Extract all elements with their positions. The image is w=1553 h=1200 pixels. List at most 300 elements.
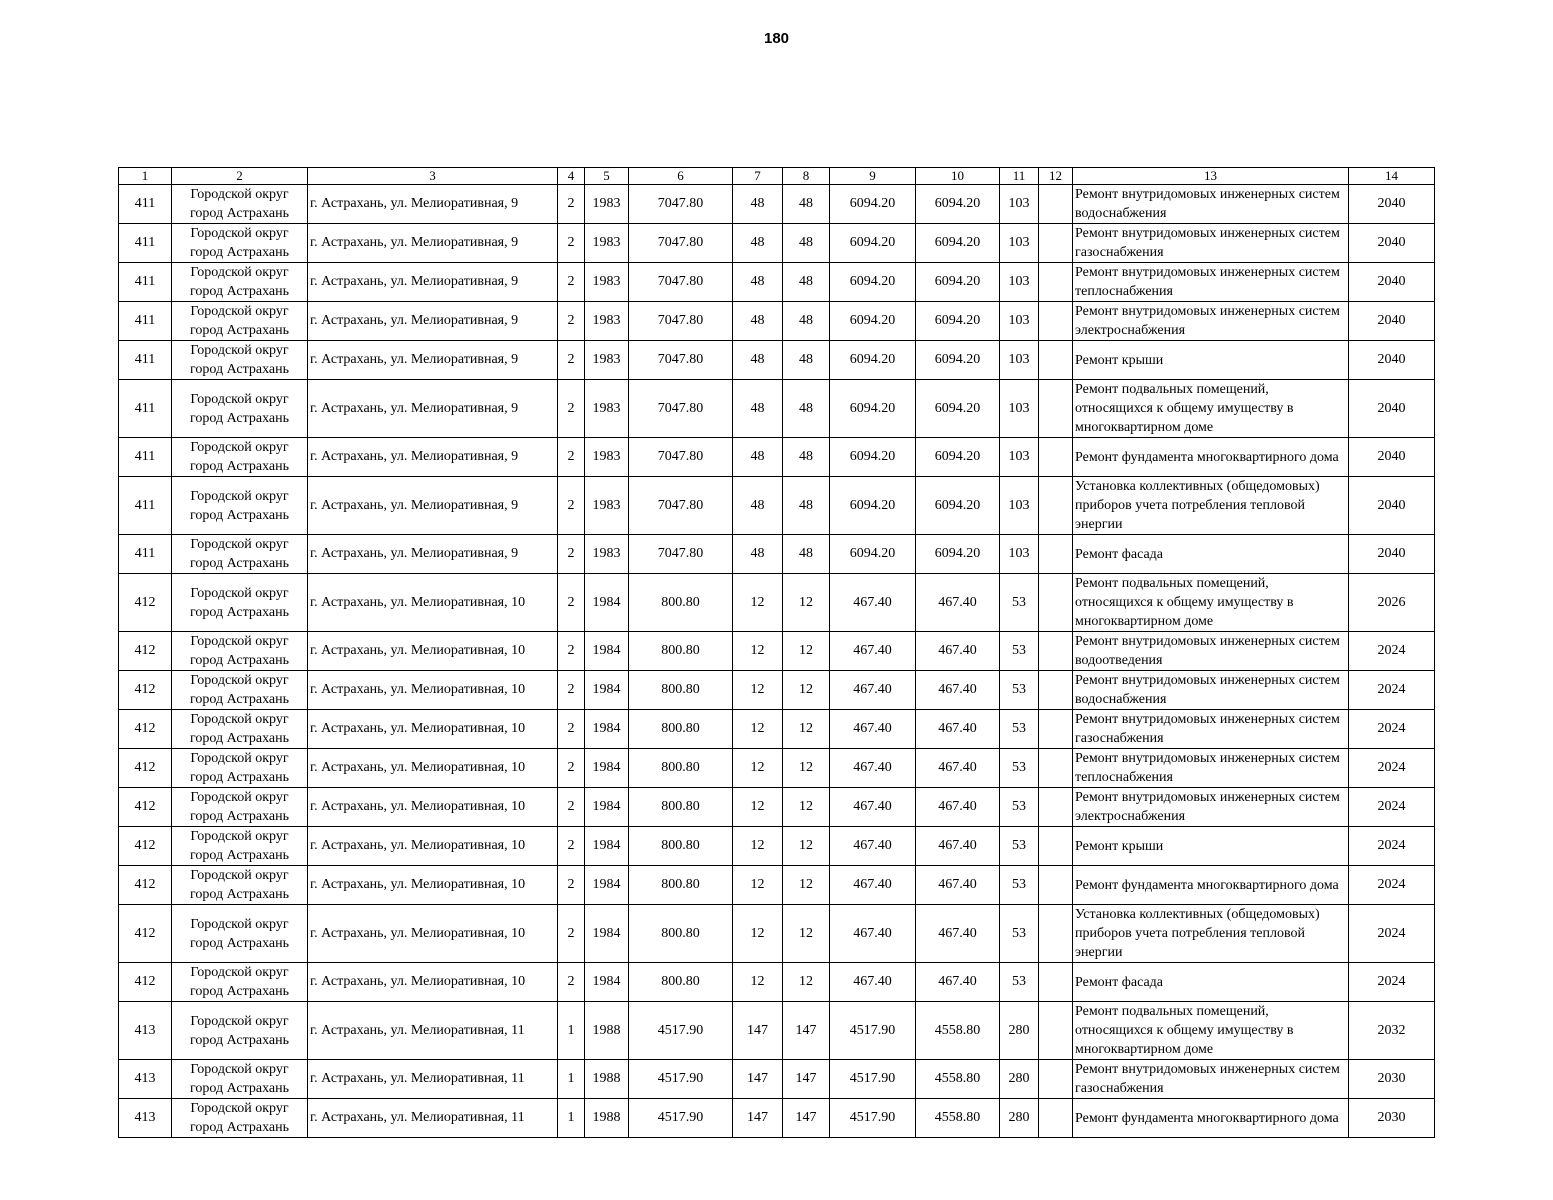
col8-cell: 147 bbox=[783, 1099, 830, 1138]
planned-year-cell: 2024 bbox=[1349, 905, 1435, 963]
col8-cell: 48 bbox=[783, 302, 830, 341]
year-cell: 1983 bbox=[585, 341, 629, 380]
col10-area-cell: 6094.20 bbox=[916, 341, 1000, 380]
col11-cell: 53 bbox=[1000, 963, 1039, 1002]
col9-area-cell: 467.40 bbox=[830, 827, 916, 866]
year-cell: 1984 bbox=[585, 710, 629, 749]
col7-cell: 48 bbox=[733, 224, 783, 263]
col7-cell: 147 bbox=[733, 1002, 783, 1060]
col12-cell bbox=[1039, 905, 1073, 963]
col12-cell bbox=[1039, 380, 1073, 438]
col8-cell: 12 bbox=[783, 827, 830, 866]
total-area-cell: 800.80 bbox=[629, 866, 733, 905]
total-area-cell: 800.80 bbox=[629, 827, 733, 866]
column-header-11: 11 bbox=[1000, 168, 1039, 185]
address-cell: г. Астрахань, ул. Мелиоративная, 9 bbox=[308, 185, 558, 224]
col9-area-cell: 6094.20 bbox=[830, 185, 916, 224]
year-cell: 1988 bbox=[585, 1060, 629, 1099]
col9-area-cell: 6094.20 bbox=[830, 438, 916, 477]
table-row bbox=[119, 827, 1435, 866]
col8-cell: 147 bbox=[783, 1060, 830, 1099]
address-cell: г. Астрахань, ул. Мелиоративная, 10 bbox=[308, 963, 558, 1002]
capital-repair-table bbox=[118, 167, 1435, 1138]
municipality-cell: Городской округ город Астрахань bbox=[172, 866, 308, 905]
col8-cell: 48 bbox=[783, 477, 830, 535]
col9-area-cell: 6094.20 bbox=[830, 341, 916, 380]
total-area-cell: 4517.90 bbox=[629, 1099, 733, 1138]
col8-cell: 12 bbox=[783, 963, 830, 1002]
address-cell: г. Астрахань, ул. Мелиоративная, 11 bbox=[308, 1060, 558, 1099]
work-type-cell: Ремонт внутридомовых инженерных систем газоснабжения bbox=[1073, 710, 1349, 749]
col4-cell: 2 bbox=[558, 671, 585, 710]
total-area-cell: 7047.80 bbox=[629, 477, 733, 535]
municipality-cell: Городской округ город Астрахань bbox=[172, 632, 308, 671]
planned-year-cell: 2040 bbox=[1349, 263, 1435, 302]
table-row bbox=[119, 1060, 1435, 1099]
column-header-7: 7 bbox=[733, 168, 783, 185]
col9-area-cell: 467.40 bbox=[830, 749, 916, 788]
col12-cell bbox=[1039, 671, 1073, 710]
work-type-cell: Ремонт внутридомовых инженерных систем газоснабжения bbox=[1073, 224, 1349, 263]
col4-cell: 1 bbox=[558, 1060, 585, 1099]
col12-cell bbox=[1039, 749, 1073, 788]
col10-area-cell: 6094.20 bbox=[916, 302, 1000, 341]
row-number: 411 bbox=[119, 380, 172, 438]
address-cell: г. Астрахань, ул. Мелиоративная, 11 bbox=[308, 1099, 558, 1138]
work-type-cell: Ремонт внутридомовых инженерных систем газоснабжения bbox=[1073, 1060, 1349, 1099]
col11-cell: 53 bbox=[1000, 710, 1039, 749]
col8-cell: 12 bbox=[783, 866, 830, 905]
work-type-cell: Ремонт внутридомовых инженерных систем электроснабжения bbox=[1073, 788, 1349, 827]
row-number: 412 bbox=[119, 963, 172, 1002]
year-cell: 1983 bbox=[585, 224, 629, 263]
col12-cell bbox=[1039, 574, 1073, 632]
planned-year-cell: 2040 bbox=[1349, 341, 1435, 380]
col9-area-cell: 4517.90 bbox=[830, 1099, 916, 1138]
col10-area-cell: 6094.20 bbox=[916, 438, 1000, 477]
col12-cell bbox=[1039, 866, 1073, 905]
address-cell: г. Астрахань, ул. Мелиоративная, 10 bbox=[308, 788, 558, 827]
planned-year-cell: 2024 bbox=[1349, 963, 1435, 1002]
col10-area-cell: 6094.20 bbox=[916, 380, 1000, 438]
column-header-3: 3 bbox=[308, 168, 558, 185]
planned-year-cell: 2024 bbox=[1349, 749, 1435, 788]
col4-cell: 2 bbox=[558, 827, 585, 866]
col8-cell: 48 bbox=[783, 535, 830, 574]
municipality-cell: Городской округ город Астрахань bbox=[172, 380, 308, 438]
col10-area-cell: 467.40 bbox=[916, 574, 1000, 632]
table-row bbox=[119, 1002, 1435, 1060]
work-type-cell: Ремонт фасада bbox=[1073, 963, 1349, 1002]
year-cell: 1983 bbox=[585, 302, 629, 341]
municipality-cell: Городской округ город Астрахань bbox=[172, 1060, 308, 1099]
total-area-cell: 7047.80 bbox=[629, 341, 733, 380]
table-body bbox=[119, 185, 1435, 1138]
col12-cell bbox=[1039, 1002, 1073, 1060]
row-number: 412 bbox=[119, 827, 172, 866]
col8-cell: 12 bbox=[783, 788, 830, 827]
col7-cell: 12 bbox=[733, 866, 783, 905]
col4-cell: 2 bbox=[558, 185, 585, 224]
col7-cell: 12 bbox=[733, 905, 783, 963]
col12-cell bbox=[1039, 302, 1073, 341]
row-number: 412 bbox=[119, 671, 172, 710]
planned-year-cell: 2024 bbox=[1349, 671, 1435, 710]
year-cell: 1984 bbox=[585, 788, 629, 827]
col7-cell: 12 bbox=[733, 749, 783, 788]
col9-area-cell: 6094.20 bbox=[830, 380, 916, 438]
year-cell: 1983 bbox=[585, 438, 629, 477]
address-cell: г. Астрахань, ул. Мелиоративная, 9 bbox=[308, 535, 558, 574]
total-area-cell: 7047.80 bbox=[629, 535, 733, 574]
column-header-14: 14 bbox=[1349, 168, 1435, 185]
municipality-cell: Городской округ город Астрахань bbox=[172, 438, 308, 477]
col4-cell: 2 bbox=[558, 302, 585, 341]
col10-area-cell: 6094.20 bbox=[916, 185, 1000, 224]
year-cell: 1984 bbox=[585, 905, 629, 963]
col7-cell: 12 bbox=[733, 671, 783, 710]
year-cell: 1983 bbox=[585, 185, 629, 224]
col11-cell: 280 bbox=[1000, 1099, 1039, 1138]
row-number: 411 bbox=[119, 185, 172, 224]
year-cell: 1983 bbox=[585, 535, 629, 574]
planned-year-cell: 2024 bbox=[1349, 788, 1435, 827]
planned-year-cell: 2040 bbox=[1349, 477, 1435, 535]
row-number: 411 bbox=[119, 341, 172, 380]
work-type-cell: Ремонт фасада bbox=[1073, 535, 1349, 574]
col8-cell: 48 bbox=[783, 263, 830, 302]
total-area-cell: 4517.90 bbox=[629, 1060, 733, 1099]
work-type-cell: Ремонт подвальных помещений, относящихся к общему имуществу в многоквартирном доме bbox=[1073, 380, 1349, 438]
planned-year-cell: 2040 bbox=[1349, 224, 1435, 263]
municipality-cell: Городской округ город Астрахань bbox=[172, 749, 308, 788]
municipality-cell: Городской округ город Астрахань bbox=[172, 263, 308, 302]
municipality-cell: Городской округ город Астрахань bbox=[172, 535, 308, 574]
table-row bbox=[119, 710, 1435, 749]
municipality-cell: Городской округ город Астрахань bbox=[172, 224, 308, 263]
work-type-cell: Ремонт подвальных помещений, относящихся к общему имуществу в многоквартирном доме bbox=[1073, 1002, 1349, 1060]
col10-area-cell: 6094.20 bbox=[916, 477, 1000, 535]
row-number: 411 bbox=[119, 263, 172, 302]
work-type-cell: Ремонт внутридомовых инженерных систем водоотведения bbox=[1073, 632, 1349, 671]
planned-year-cell: 2026 bbox=[1349, 574, 1435, 632]
work-type-cell: Ремонт фундамента многоквартирного дома bbox=[1073, 438, 1349, 477]
year-cell: 1984 bbox=[585, 827, 629, 866]
address-cell: г. Астрахань, ул. Мелиоративная, 10 bbox=[308, 671, 558, 710]
col9-area-cell: 6094.20 bbox=[830, 302, 916, 341]
col10-area-cell: 467.40 bbox=[916, 866, 1000, 905]
column-header-9: 9 bbox=[830, 168, 916, 185]
total-area-cell: 800.80 bbox=[629, 632, 733, 671]
year-cell: 1983 bbox=[585, 380, 629, 438]
col9-area-cell: 6094.20 bbox=[830, 263, 916, 302]
row-number: 411 bbox=[119, 224, 172, 263]
col10-area-cell: 6094.20 bbox=[916, 224, 1000, 263]
col8-cell: 12 bbox=[783, 749, 830, 788]
table-row bbox=[119, 341, 1435, 380]
municipality-cell: Городской округ город Астрахань bbox=[172, 905, 308, 963]
col8-cell: 12 bbox=[783, 710, 830, 749]
municipality-cell: Городской округ город Астрахань bbox=[172, 477, 308, 535]
year-cell: 1988 bbox=[585, 1099, 629, 1138]
row-number: 412 bbox=[119, 574, 172, 632]
col12-cell bbox=[1039, 963, 1073, 1002]
planned-year-cell: 2040 bbox=[1349, 380, 1435, 438]
col12-cell bbox=[1039, 438, 1073, 477]
planned-year-cell: 2030 bbox=[1349, 1060, 1435, 1099]
col12-cell bbox=[1039, 535, 1073, 574]
total-area-cell: 800.80 bbox=[629, 905, 733, 963]
municipality-cell: Городской округ город Астрахань bbox=[172, 185, 308, 224]
col10-area-cell: 4558.80 bbox=[916, 1060, 1000, 1099]
col9-area-cell: 467.40 bbox=[830, 574, 916, 632]
row-number: 411 bbox=[119, 477, 172, 535]
planned-year-cell: 2032 bbox=[1349, 1002, 1435, 1060]
col11-cell: 103 bbox=[1000, 341, 1039, 380]
column-header-13: 13 bbox=[1073, 168, 1349, 185]
year-cell: 1984 bbox=[585, 749, 629, 788]
column-header-6: 6 bbox=[629, 168, 733, 185]
col7-cell: 147 bbox=[733, 1060, 783, 1099]
table-row bbox=[119, 1099, 1435, 1138]
col12-cell bbox=[1039, 827, 1073, 866]
col4-cell: 2 bbox=[558, 632, 585, 671]
col11-cell: 53 bbox=[1000, 671, 1039, 710]
year-cell: 1984 bbox=[585, 963, 629, 1002]
row-number: 412 bbox=[119, 710, 172, 749]
address-cell: г. Астрахань, ул. Мелиоративная, 9 bbox=[308, 224, 558, 263]
column-header-8: 8 bbox=[783, 168, 830, 185]
col10-area-cell: 4558.80 bbox=[916, 1002, 1000, 1060]
col7-cell: 48 bbox=[733, 302, 783, 341]
col12-cell bbox=[1039, 1060, 1073, 1099]
col9-area-cell: 6094.20 bbox=[830, 535, 916, 574]
table-row bbox=[119, 263, 1435, 302]
column-header-2: 2 bbox=[172, 168, 308, 185]
col12-cell bbox=[1039, 710, 1073, 749]
column-header-12: 12 bbox=[1039, 168, 1073, 185]
col11-cell: 53 bbox=[1000, 788, 1039, 827]
table-row bbox=[119, 224, 1435, 263]
col10-area-cell: 4558.80 bbox=[916, 1099, 1000, 1138]
address-cell: г. Астрахань, ул. Мелиоративная, 9 bbox=[308, 263, 558, 302]
planned-year-cell: 2024 bbox=[1349, 710, 1435, 749]
row-number: 413 bbox=[119, 1060, 172, 1099]
year-cell: 1983 bbox=[585, 263, 629, 302]
col10-area-cell: 467.40 bbox=[916, 827, 1000, 866]
address-cell: г. Астрахань, ул. Мелиоративная, 9 bbox=[308, 341, 558, 380]
col8-cell: 48 bbox=[783, 438, 830, 477]
municipality-cell: Городской округ город Астрахань bbox=[172, 341, 308, 380]
table-row bbox=[119, 185, 1435, 224]
col12-cell bbox=[1039, 341, 1073, 380]
planned-year-cell: 2030 bbox=[1349, 1099, 1435, 1138]
col9-area-cell: 467.40 bbox=[830, 632, 916, 671]
total-area-cell: 7047.80 bbox=[629, 380, 733, 438]
col9-area-cell: 467.40 bbox=[830, 905, 916, 963]
col4-cell: 1 bbox=[558, 1099, 585, 1138]
col4-cell: 2 bbox=[558, 224, 585, 263]
total-area-cell: 800.80 bbox=[629, 749, 733, 788]
column-header-10: 10 bbox=[916, 168, 1000, 185]
total-area-cell: 7047.80 bbox=[629, 185, 733, 224]
year-cell: 1984 bbox=[585, 866, 629, 905]
total-area-cell: 800.80 bbox=[629, 671, 733, 710]
col11-cell: 103 bbox=[1000, 380, 1039, 438]
col11-cell: 53 bbox=[1000, 905, 1039, 963]
col11-cell: 53 bbox=[1000, 632, 1039, 671]
col8-cell: 48 bbox=[783, 185, 830, 224]
total-area-cell: 800.80 bbox=[629, 788, 733, 827]
col8-cell: 12 bbox=[783, 671, 830, 710]
work-type-cell: Ремонт фундамента многоквартирного дома bbox=[1073, 1099, 1349, 1138]
col11-cell: 103 bbox=[1000, 535, 1039, 574]
col7-cell: 48 bbox=[733, 185, 783, 224]
col11-cell: 53 bbox=[1000, 749, 1039, 788]
row-number: 413 bbox=[119, 1099, 172, 1138]
col12-cell bbox=[1039, 185, 1073, 224]
work-type-cell: Установка коллективных (общедомовых) приборов учета потребления тепловой энергии bbox=[1073, 477, 1349, 535]
col9-area-cell: 467.40 bbox=[830, 710, 916, 749]
col12-cell bbox=[1039, 477, 1073, 535]
column-number-row bbox=[119, 168, 1435, 185]
col4-cell: 2 bbox=[558, 263, 585, 302]
row-number: 413 bbox=[119, 1002, 172, 1060]
col9-area-cell: 6094.20 bbox=[830, 224, 916, 263]
work-type-cell: Ремонт крыши bbox=[1073, 827, 1349, 866]
col4-cell: 2 bbox=[558, 574, 585, 632]
col10-area-cell: 467.40 bbox=[916, 671, 1000, 710]
col8-cell: 48 bbox=[783, 224, 830, 263]
address-cell: г. Астрахань, ул. Мелиоративная, 10 bbox=[308, 710, 558, 749]
col4-cell: 2 bbox=[558, 905, 585, 963]
table-row bbox=[119, 535, 1435, 574]
col11-cell: 103 bbox=[1000, 224, 1039, 263]
row-number: 412 bbox=[119, 788, 172, 827]
col12-cell bbox=[1039, 1099, 1073, 1138]
table-row bbox=[119, 574, 1435, 632]
col11-cell: 53 bbox=[1000, 827, 1039, 866]
table-row bbox=[119, 788, 1435, 827]
col11-cell: 53 bbox=[1000, 574, 1039, 632]
col4-cell: 2 bbox=[558, 438, 585, 477]
col9-area-cell: 4517.90 bbox=[830, 1002, 916, 1060]
col4-cell: 2 bbox=[558, 963, 585, 1002]
col4-cell: 2 bbox=[558, 341, 585, 380]
col7-cell: 147 bbox=[733, 1099, 783, 1138]
col7-cell: 48 bbox=[733, 438, 783, 477]
address-cell: г. Астрахань, ул. Мелиоративная, 10 bbox=[308, 905, 558, 963]
col12-cell bbox=[1039, 788, 1073, 827]
municipality-cell: Городской округ город Астрахань bbox=[172, 574, 308, 632]
row-number: 412 bbox=[119, 749, 172, 788]
municipality-cell: Городской округ город Астрахань bbox=[172, 827, 308, 866]
col10-area-cell: 467.40 bbox=[916, 749, 1000, 788]
municipality-cell: Городской округ город Астрахань bbox=[172, 710, 308, 749]
col11-cell: 103 bbox=[1000, 438, 1039, 477]
planned-year-cell: 2024 bbox=[1349, 632, 1435, 671]
year-cell: 1983 bbox=[585, 477, 629, 535]
address-cell: г. Астрахань, ул. Мелиоративная, 10 bbox=[308, 574, 558, 632]
col11-cell: 280 bbox=[1000, 1002, 1039, 1060]
planned-year-cell: 2040 bbox=[1349, 302, 1435, 341]
address-cell: г. Астрахань, ул. Мелиоративная, 10 bbox=[308, 749, 558, 788]
col7-cell: 48 bbox=[733, 477, 783, 535]
col9-area-cell: 467.40 bbox=[830, 671, 916, 710]
table-row bbox=[119, 866, 1435, 905]
table-row bbox=[119, 632, 1435, 671]
col10-area-cell: 467.40 bbox=[916, 963, 1000, 1002]
col4-cell: 2 bbox=[558, 788, 585, 827]
address-cell: г. Астрахань, ул. Мелиоративная, 9 bbox=[308, 438, 558, 477]
col10-area-cell: 6094.20 bbox=[916, 263, 1000, 302]
work-type-cell: Ремонт внутридомовых инженерных систем водоснабжения bbox=[1073, 671, 1349, 710]
total-area-cell: 4517.90 bbox=[629, 1002, 733, 1060]
work-type-cell: Установка коллективных (общедомовых) приборов учета потребления тепловой энергии bbox=[1073, 905, 1349, 963]
col9-area-cell: 4517.90 bbox=[830, 1060, 916, 1099]
col9-area-cell: 6094.20 bbox=[830, 477, 916, 535]
col4-cell: 1 bbox=[558, 1002, 585, 1060]
col7-cell: 12 bbox=[733, 710, 783, 749]
col9-area-cell: 467.40 bbox=[830, 866, 916, 905]
work-type-cell: Ремонт подвальных помещений, относящихся к общему имуществу в многоквартирном доме bbox=[1073, 574, 1349, 632]
col7-cell: 48 bbox=[733, 263, 783, 302]
col10-area-cell: 467.40 bbox=[916, 905, 1000, 963]
col10-area-cell: 467.40 bbox=[916, 788, 1000, 827]
table-row bbox=[119, 749, 1435, 788]
col8-cell: 48 bbox=[783, 341, 830, 380]
table-row bbox=[119, 477, 1435, 535]
municipality-cell: Городской округ город Астрахань bbox=[172, 302, 308, 341]
page-number: 180 bbox=[763, 30, 790, 47]
col7-cell: 12 bbox=[733, 963, 783, 1002]
work-type-cell: Ремонт фундамента многоквартирного дома bbox=[1073, 866, 1349, 905]
col11-cell: 280 bbox=[1000, 1060, 1039, 1099]
address-cell: г. Астрахань, ул. Мелиоративная, 9 bbox=[308, 302, 558, 341]
total-area-cell: 800.80 bbox=[629, 710, 733, 749]
col7-cell: 48 bbox=[733, 380, 783, 438]
col12-cell bbox=[1039, 224, 1073, 263]
col11-cell: 53 bbox=[1000, 866, 1039, 905]
col10-area-cell: 467.40 bbox=[916, 632, 1000, 671]
col4-cell: 2 bbox=[558, 749, 585, 788]
address-cell: г. Астрахань, ул. Мелиоративная, 11 bbox=[308, 1002, 558, 1060]
total-area-cell: 7047.80 bbox=[629, 438, 733, 477]
municipality-cell: Городской округ город Астрахань bbox=[172, 1099, 308, 1138]
planned-year-cell: 2024 bbox=[1349, 866, 1435, 905]
municipality-cell: Городской округ город Астрахань bbox=[172, 1002, 308, 1060]
column-header-5: 5 bbox=[585, 168, 629, 185]
planned-year-cell: 2040 bbox=[1349, 535, 1435, 574]
municipality-cell: Городской округ город Астрахань bbox=[172, 671, 308, 710]
row-number: 411 bbox=[119, 535, 172, 574]
table-row bbox=[119, 438, 1435, 477]
col4-cell: 2 bbox=[558, 380, 585, 438]
municipality-cell: Городской округ город Астрахань bbox=[172, 963, 308, 1002]
year-cell: 1984 bbox=[585, 671, 629, 710]
row-number: 411 bbox=[119, 302, 172, 341]
table-row bbox=[119, 905, 1435, 963]
col10-area-cell: 6094.20 bbox=[916, 535, 1000, 574]
col4-cell: 2 bbox=[558, 710, 585, 749]
col11-cell: 103 bbox=[1000, 185, 1039, 224]
col11-cell: 103 bbox=[1000, 302, 1039, 341]
column-header-4: 4 bbox=[558, 168, 585, 185]
col7-cell: 48 bbox=[733, 535, 783, 574]
address-cell: г. Астрахань, ул. Мелиоративная, 10 bbox=[308, 866, 558, 905]
table-row bbox=[119, 963, 1435, 1002]
work-type-cell: Ремонт внутридомовых инженерных систем электроснабжения bbox=[1073, 302, 1349, 341]
